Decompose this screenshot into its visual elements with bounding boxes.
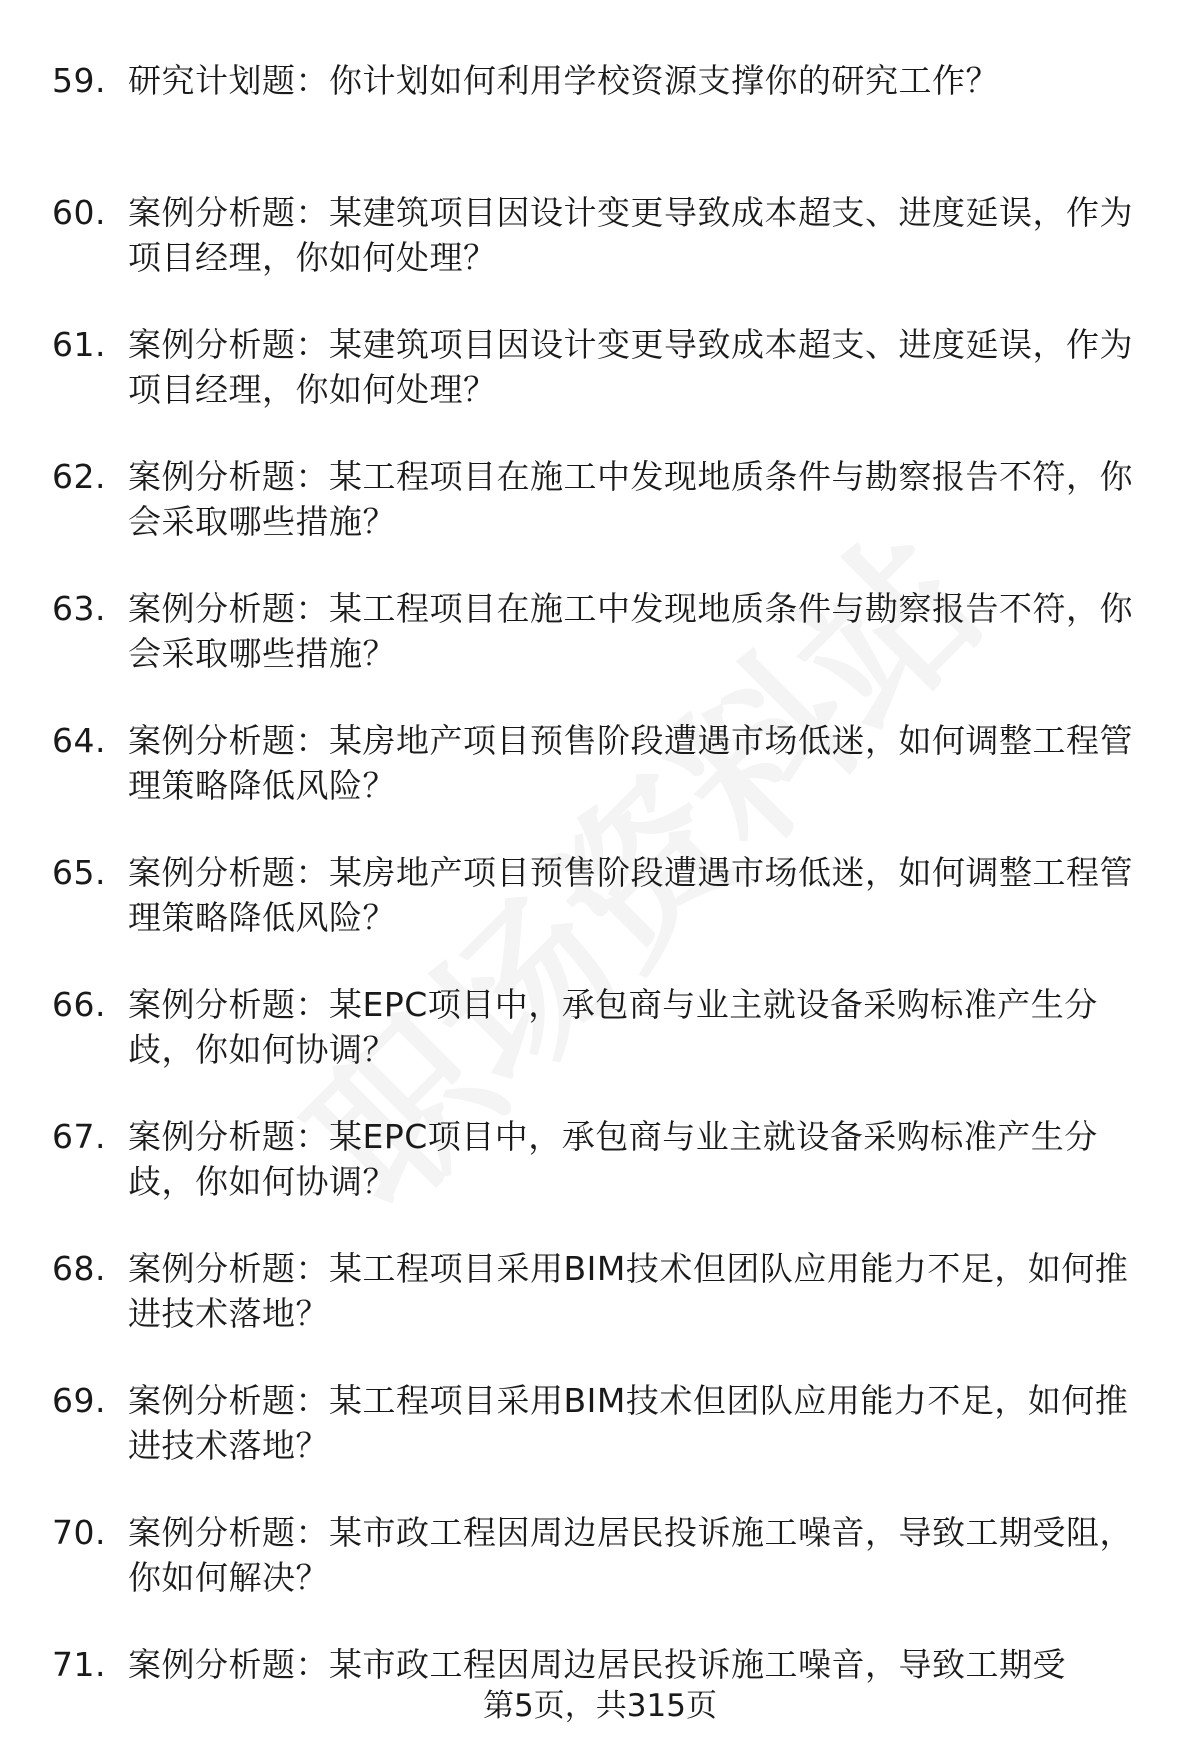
question-number: 62. (52, 457, 106, 496)
question-text: 案例分析题：某建筑项目因设计变更导致成本超支、进度延误，作为项目经理，你如何处理？ (128, 325, 1133, 409)
question-number: 64. (52, 721, 106, 760)
question-text: 案例分析题：某工程项目在施工中发现地质条件与勘察报告不符，你会采取哪些措施？ (128, 589, 1133, 673)
question-number: 60. (52, 193, 106, 232)
question-text: 案例分析题：某EPC项目中，承包商与业主就设备采购标准产生分歧，你如何协调？ (128, 1117, 1098, 1201)
question-number: 69. (52, 1381, 106, 1420)
question-text: 案例分析题：某市政工程因周边居民投诉施工噪音，导致工期受 (128, 1645, 1066, 1684)
question-item (52, 454, 1152, 586)
question-number: 70. (52, 1513, 106, 1552)
question-list (52, 58, 1152, 1694)
question-item (52, 1114, 1152, 1246)
question-item (52, 1510, 1152, 1642)
question-text: 案例分析题：某工程项目在施工中发现地质条件与勘察报告不符，你会采取哪些措施？ (128, 457, 1133, 541)
question-number: 71. (52, 1645, 106, 1684)
question-text: 研究计划题：你计划如何利用学校资源支撑你的研究工作？ (128, 61, 999, 100)
question-item (52, 982, 1152, 1114)
question-item (52, 322, 1152, 454)
question-number: 68. (52, 1249, 106, 1288)
question-item (52, 1246, 1152, 1378)
question-text: 案例分析题：某工程项目采用BIM技术但团队应用能力不足，如何推进技术落地？ (128, 1249, 1129, 1333)
question-text: 案例分析题：某建筑项目因设计变更导致成本超支、进度延误，作为项目经理，你如何处理？ (128, 193, 1133, 277)
question-number: 65. (52, 853, 106, 892)
question-text: 案例分析题：某EPC项目中，承包商与业主就设备采购标准产生分歧，你如何协调？ (128, 985, 1098, 1069)
question-text: 案例分析题：某房地产项目预售阶段遭遇市场低迷，如何调整工程管理策略降低风险？ (128, 721, 1133, 805)
question-number: 63. (52, 589, 106, 628)
question-text: 案例分析题：某房地产项目预售阶段遭遇市场低迷，如何调整工程管理策略降低风险？ (128, 853, 1133, 937)
question-item (52, 718, 1152, 850)
question-item (52, 58, 1152, 190)
question-number: 66. (52, 985, 106, 1024)
question-text: 案例分析题：某工程项目采用BIM技术但团队应用能力不足，如何推进技术落地？ (128, 1381, 1129, 1465)
question-number: 59. (52, 61, 106, 100)
question-number: 61. (52, 325, 106, 364)
page-indicator: 第5页，共315页 (483, 1688, 717, 1724)
question-text: 案例分析题：某市政工程因周边居民投诉施工噪音，导致工期受阻，你如何解决？ (128, 1513, 1133, 1597)
question-item (52, 850, 1152, 982)
question-item (52, 1378, 1152, 1510)
question-number: 67. (52, 1117, 106, 1156)
page-footer (0, 1686, 1200, 1726)
question-item (52, 190, 1152, 322)
question-item (52, 586, 1152, 718)
